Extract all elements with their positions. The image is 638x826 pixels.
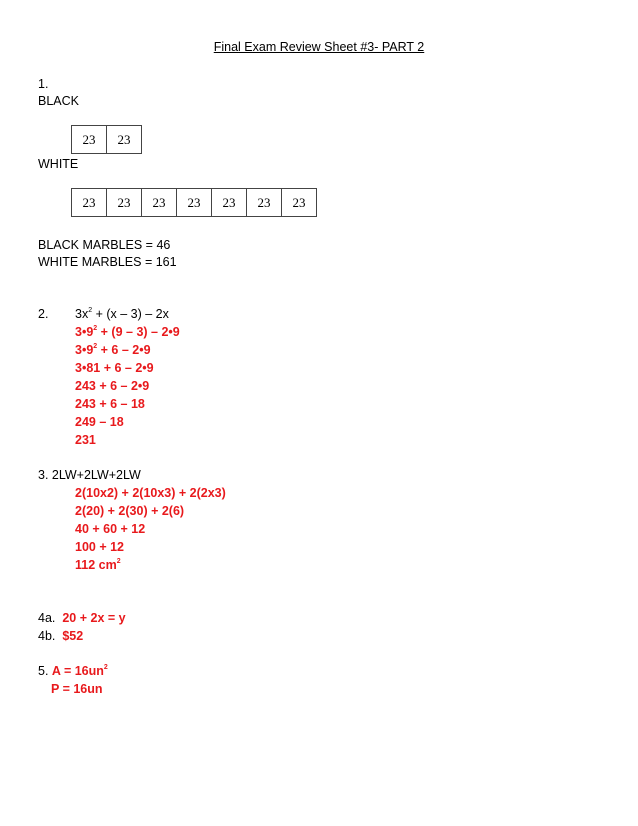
q4a: 4a. 20 + 2x = y: [38, 611, 126, 625]
q1-number: 1.: [38, 77, 49, 91]
q2-step: $3•9^2 + (9 - 3)$ – 2•9: [75, 325, 180, 339]
black-marble-boxes: [71, 125, 142, 154]
black-box: 23: [72, 126, 107, 154]
white-marble-boxes: [71, 188, 317, 217]
q4b: 4b. $52: [38, 629, 84, 643]
q5-perimeter-answer: P = 16un: [51, 682, 103, 696]
q3-step: 100 + 12: [75, 540, 125, 554]
q4a-answer: 20 + 2x = y: [62, 611, 126, 625]
q2-expression: $3x^2 + (x - 3) - 2x$: [75, 307, 169, 321]
q2-step: 3•81 + 6 – 2•9: [75, 361, 154, 375]
q5-area-answer: $A = 16un^2$: [51, 664, 108, 678]
q2-answer: 231: [75, 433, 96, 447]
white-box: 23: [142, 189, 177, 217]
q3-answer: 112 $cm^2$: [75, 558, 121, 572]
q2-step: 243 + 6 – 18: [75, 397, 145, 411]
q1-black-result: BLACK MARBLES = 46: [38, 238, 171, 252]
q3-heading: 3. 2LW+2LW+2LW: [38, 468, 141, 482]
q3-step: 2(10x2) + 2(10x3) + 2(2x3): [75, 486, 226, 500]
black-box: 23: [107, 126, 142, 154]
q2-step: 243 + 6 – 2•9: [75, 379, 150, 393]
page-title: Final Exam Review Sheet #3- PART 2: [213, 40, 425, 54]
white-box: 23: [282, 189, 317, 217]
white-box: 23: [212, 189, 247, 217]
q3-step: 40 + 60 + 12: [75, 522, 146, 536]
q3-step: 2(20) + 2(30) + 2(6): [75, 504, 185, 518]
q2-number: 2.: [38, 307, 49, 321]
white-box: 23: [72, 189, 107, 217]
q2-step: $3•9^2 + 6$ – 2•9: [75, 343, 151, 357]
q4b-answer: $52: [62, 629, 84, 643]
q1-white-label: WHITE: [38, 157, 79, 171]
white-box: 23: [107, 189, 142, 217]
q5-area: 5. $A = 16un^2$: [38, 664, 108, 678]
q1-white-result: WHITE MARBLES = 161: [38, 255, 177, 269]
white-box: 23: [177, 189, 212, 217]
q1-black-label: BLACK: [38, 94, 79, 108]
white-box: 23: [247, 189, 282, 217]
q2-step: 249 – 18: [75, 415, 124, 429]
